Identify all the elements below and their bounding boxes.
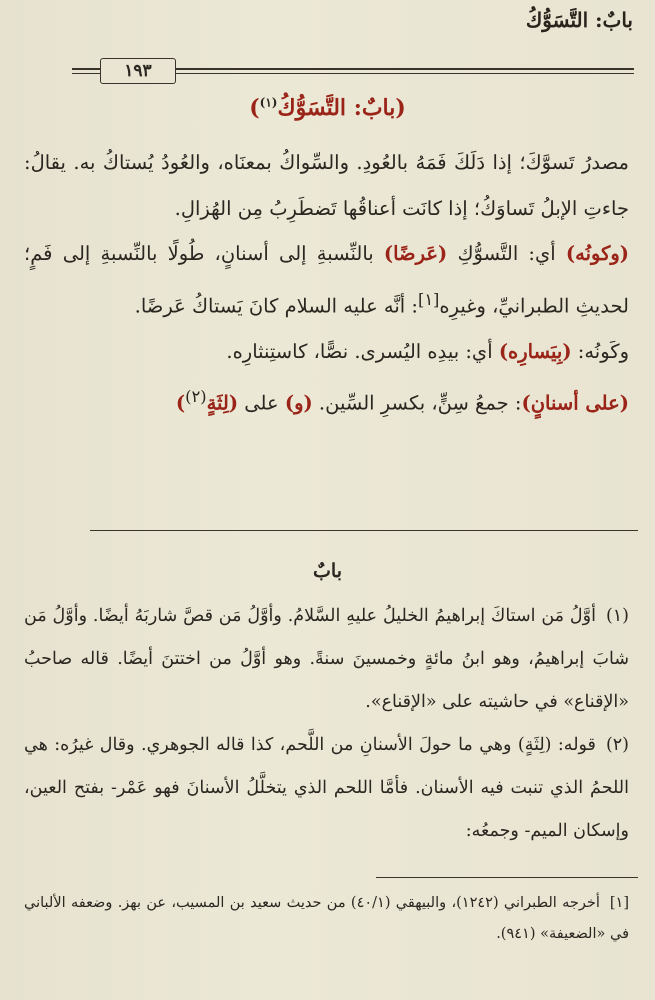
matn-term: (بِيَسارِه) [498, 339, 572, 363]
footnote-marker: (٢) [185, 387, 207, 406]
chapter-title [0, 95, 655, 121]
commentary-text: : جمعُ سِنٍّ، بكسرِ السِّين. [312, 391, 522, 415]
footnote-separator [90, 530, 638, 531]
chapter-title-close: ) [249, 95, 260, 121]
commentary-text: : أنَّه عليه السلام كانَ يَستاكُ عَرضًا. [134, 294, 418, 317]
commentary-text: بالنِّسبةِ إلى أسنانٍ، طُولًا بالنِّسبةِ إلى فَمٍ؛ لحديثِ الطبرانيِّ، وغيرِه [24, 242, 629, 317]
title-footnote-marker: (١) [259, 95, 278, 110]
reference-1 [24, 888, 629, 950]
footnote-number: (١) [605, 606, 629, 626]
commentary-text: أي: التَّسوُّكِ [447, 242, 566, 265]
main-text [24, 140, 629, 426]
footnote-text: أوَّلُ مَن استاكَ إبراهيمُ الخليلُ عليهِ السَّلامُ. وأوَّلُ مَن قصَّ شاربَهُ أيضًا. وأوَّلُ مَن شابَ إبراهيمُ، وهو ابنُ مائةٍ وخمسينَ سنةً. وهو أوَّلُ من اختتنَ أيضًا. قاله صاحبُ «الإقناع» في حاشيته على «الإقناع». [24, 606, 629, 712]
reference-marker: [١] [417, 289, 440, 309]
footnotes [24, 595, 629, 853]
reference-notes [24, 888, 629, 950]
footnote-number: (٢) [605, 735, 629, 755]
paragraph-2 [24, 231, 629, 329]
page-number: ١٩٣ [100, 58, 176, 84]
notes-title: بابٌ [313, 560, 342, 582]
matn-term: (وكونُه) [565, 242, 629, 265]
reference-text: أخرجه الطبراني (١٢٤٢)، والبيهقي (٤٠/١) من حديث سعيد بن المسيب، عن بهز. وضعفه الألباني في «الضعيفة» (٩٤١). [24, 895, 629, 942]
chapter-title-text: (بابٌ: التَّسَوُّكُ [277, 95, 406, 121]
footnote-2 [24, 724, 629, 853]
matn-term: (لِثَةٍ [206, 391, 239, 415]
matn-term: (و) [284, 391, 313, 415]
commentary-text: أي: بيدِه اليُسرى. نصًّا، كاستِنثارِه. [226, 339, 499, 363]
footnote-text: قوله: (لِثَةٍ) وهي ما حولَ الأسنانِ من اللَّحم، كذا قاله الجوهري. وقال غيرُه: هي اللحمُ الذي تنبت فيه الأسنان. فأمَّا اللحم الذي يتخلَّلُ الأسنانَ فهو عَمْر- بفتح العين، وإسكان الميم- وجمعُه: [24, 735, 629, 841]
running-head: بابٌ: التَّسَوُّكُ [525, 8, 633, 32]
paragraph-3 [24, 329, 629, 375]
matn-term: ) [175, 391, 186, 415]
paragraph-1: مصدرُ تَسوَّكَ؛ إذا دَلَكَ فَمَهُ بالعُودِ. والسِّواكُ بمعنَاه، والعُودُ يُستاكُ به. يقالُ: جاءتِ الإبلُ تَساوَكُ؛ إذا كانَت أعناقُها تَضطَرِبُ مِن الهُزالِ. [24, 151, 629, 220]
reference-separator [376, 877, 638, 878]
footnote-1 [24, 595, 629, 724]
reference-number: [١] [609, 895, 629, 911]
matn-term: (عَرضًا) [383, 242, 448, 265]
commentary-text: على [238, 391, 285, 415]
paragraph-4 [24, 374, 629, 426]
matn-term: (على أسنانٍ) [521, 391, 629, 415]
commentary-text: وكَونُه: [571, 339, 629, 363]
